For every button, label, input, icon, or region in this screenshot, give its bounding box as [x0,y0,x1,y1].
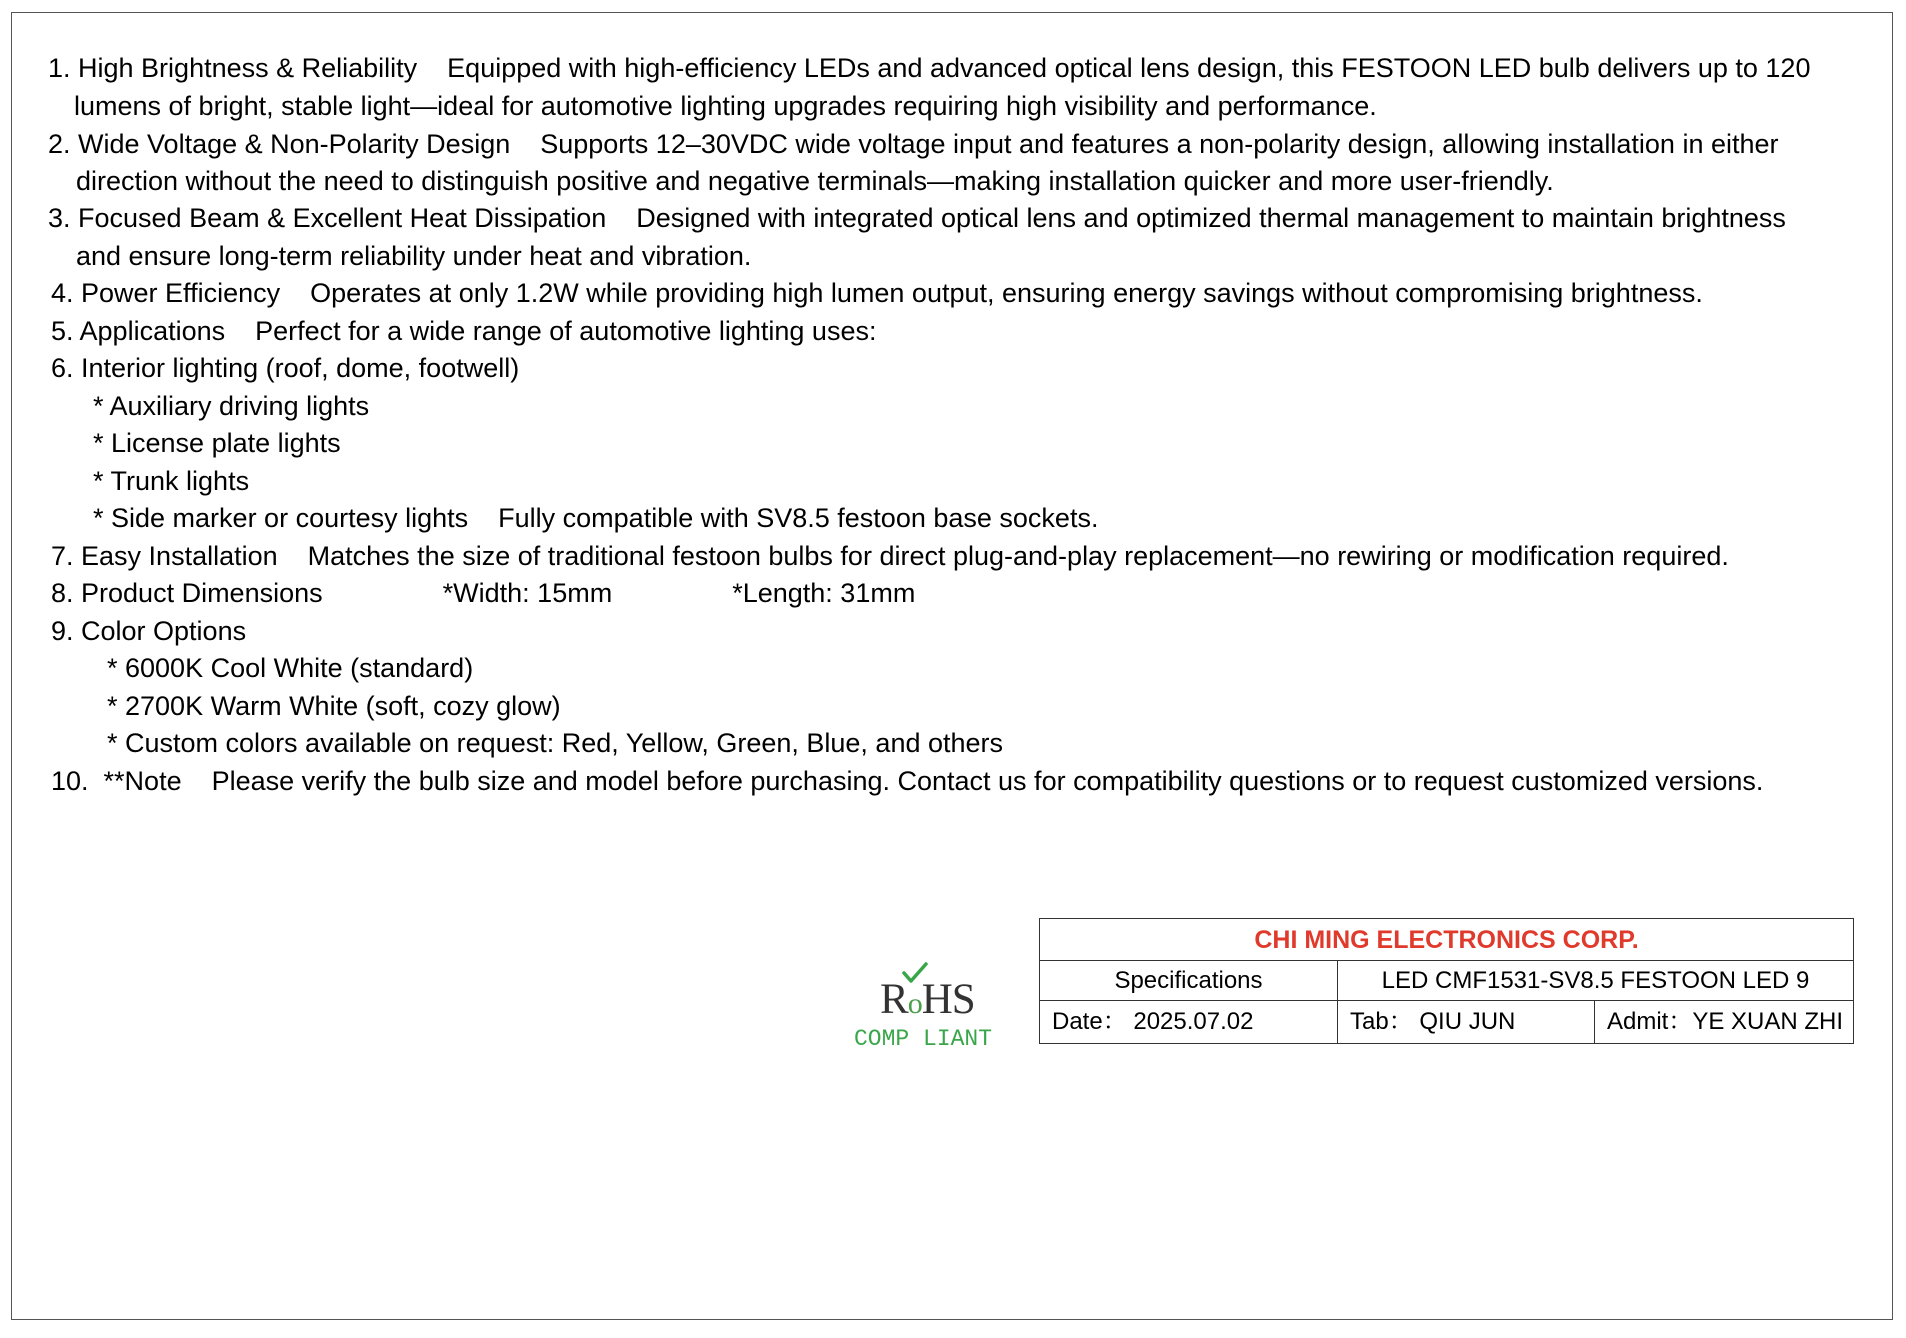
tab-field: Tab： QIU JUN [1338,1001,1595,1043]
spec-item-9: 9. Color Options [51,616,247,646]
title-block [1039,918,1854,1044]
spec-bullet-auxiliary: * Auxiliary driving lights [93,391,370,421]
spec-item-5: 5. Applications Perfect for a wide range of automotive lighting uses: [51,316,877,346]
rohs-compliant-text: COMP LIANT [854,1026,993,1052]
spec-bullet-cool-white: * 6000K Cool White (standard) [107,653,474,683]
title-block-approval-row [1040,1001,1853,1043]
spec-item-3: 3. Focused Beam & Excellent Heat Dissipation Designed with integrated optical lens and optimized thermal management to maintain brightness [48,203,1786,233]
spec-item-6: 6. Interior lighting (roof, dome, footwell) [51,353,520,383]
specifications-label: Specifications [1040,961,1338,1000]
spec-item-2: 2. Wide Voltage & Non-Polarity Design Supports 12–30VDC wide voltage input and features a non-polarity design, allowing installation in either [48,129,1779,159]
spec-item-8: 8. Product Dimensions *Width: 15mm *Length: 31mm [51,578,916,608]
spec-bullet-side-marker: * Side marker or courtesy lights Fully compatible with SV8.5 festoon base sockets. [93,503,1099,533]
spec-bullet-license-plate: * License plate lights [93,428,341,458]
spec-item-7: 7. Easy Installation Matches the size of traditional festoon bulbs for direct plug-and-play replacement—no rewiring or modification required. [51,541,1729,571]
rohs-compliant-logo [852,962,998,1062]
admit-field: Admit：YE XUAN ZHI [1607,1008,1844,1035]
spec-item-2-cont: direction without the need to distinguish positive and negative terminals—making installation quicker and more user-friendly. [76,166,1554,196]
spec-item-1-cont: lumens of bright, stable light—ideal for automotive lighting upgrades requiring high visibility and performance. [74,91,1377,121]
rohs-word: RoHS [880,976,975,1023]
title-block-company-row [1040,919,1853,961]
spec-item-10: 10. **Note Please verify the bulb size and model before purchasing. Contact us for compatibility questions or to request customized versions. [51,766,1764,796]
spec-item-3-cont: and ensure long-term reliability under heat and vibration. [76,241,752,271]
spec-bullet-custom-colors: * Custom colors available on request: Red, Yellow, Green, Blue, and others [107,728,1004,758]
spec-item-1: 1. High Brightness & Reliability Equipped with high-efficiency LEDs and advanced optical lens design, this FESTOON LED bulb delivers up to 120 [48,53,1811,83]
date-field: Date： 2025.07.02 [1040,1001,1338,1043]
spec-bullet-trunk: * Trunk lights [93,466,250,496]
company-name: CHI MING ELECTRONICS CORP. [1254,926,1639,954]
specifications-value: LED CMF1531-SV8.5 FESTOON LED 9 [1381,967,1810,994]
title-block-spec-row [1040,961,1853,1001]
spec-bullet-warm-white: * 2700K Warm White (soft, cozy glow) [107,691,561,721]
spec-item-4: 4. Power Efficiency Operates at only 1.2W while providing high lumen output, ensuring energy savings without compromising brightness. [51,278,1703,308]
